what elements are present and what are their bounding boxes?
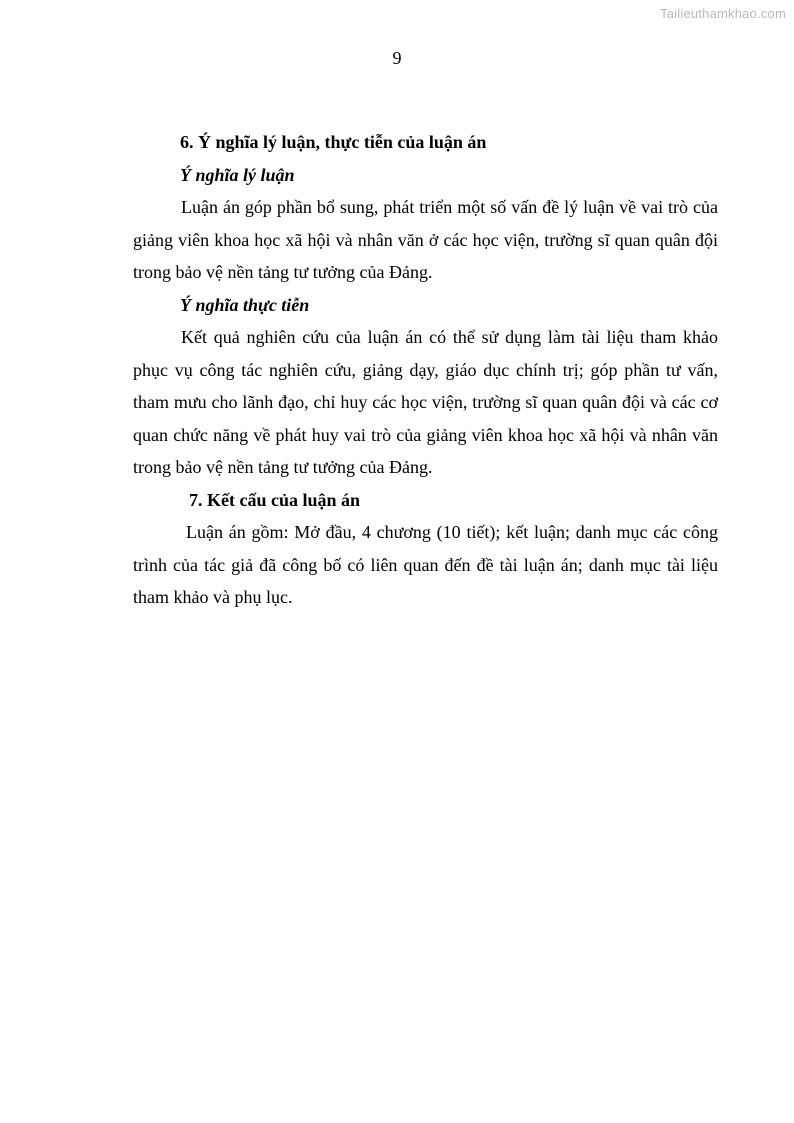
section-7-heading: 7. Kết cấu của luận án	[189, 489, 361, 510]
page-number: 9	[392, 48, 402, 68]
watermark: Tailieuthamkhao.com	[660, 6, 786, 21]
theory-significance-paragraph: Luận án góp phần bổ sung, phát triển một số vấn đề lý luận về vai trò của giảng viên khoa học xã hội và nhân văn ở các học viện, trường sĩ quan quân đội trong bảo vệ nền tảng tư tưởng của Đảng.	[133, 197, 718, 282]
theory-significance-heading: Ý nghĩa lý luận	[180, 164, 295, 185]
section-6-heading: 6. Ý nghĩa lý luận, thực tiễn của luận án	[180, 132, 487, 152]
practical-significance-paragraph: Kết quả nghiên cứu của luận án có thể sử dụng làm tài liệu tham khảo phục vụ công tác nghiên cứu, giảng dạy, giáo dục chính trị; góp phần tư vấn, tham mưu cho lãnh đạo, chỉ huy các học viện, trường sĩ quan quân đội và các cơ quan chức năng về phát huy vai trò của giảng viên khoa học xã hội và nhân văn trong bảo vệ nền tảng tư tưởng của Đảng.	[133, 327, 718, 477]
thesis-structure-paragraph: Luận án gồm: Mở đầu, 4 chương (10 tiết); kết luận; danh mục các công trình của tác giả đã công bố có liên quan đến đề tài luận án; danh mục tài liệu tham khảo và phụ lục.	[133, 522, 718, 607]
document-body	[133, 126, 718, 614]
practical-significance-heading: Ý nghĩa thực tiễn	[180, 294, 310, 315]
